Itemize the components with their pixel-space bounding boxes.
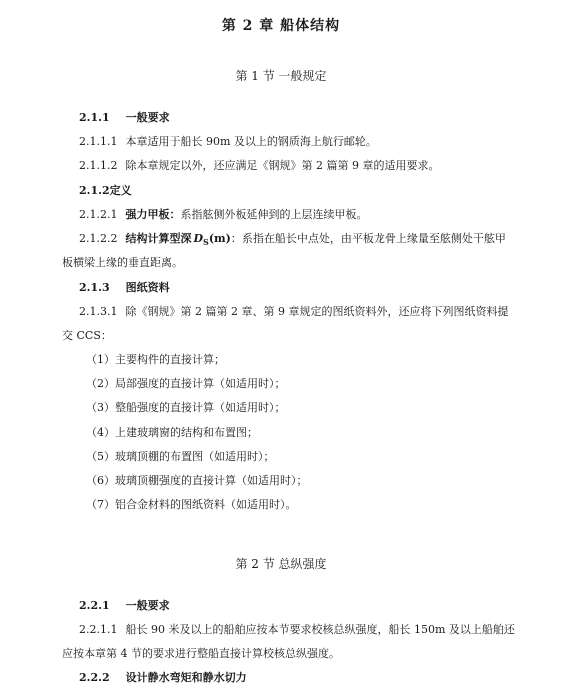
paragraph-2-1-2-2	[79, 232, 506, 249]
paragraph-2-2-1-1-continued: 应按本章第 4 节的要求进行整船直接计算校核总纵强度。	[62, 647, 340, 660]
heading-number: 2.1.1	[79, 111, 110, 124]
chapter-title: 第 2 章 船体结构	[221, 18, 341, 34]
section-1-title: 第 1 节 一般规定	[235, 69, 327, 83]
clause-text: 系指舷侧外板延伸到的上层连续甲板。	[180, 208, 368, 221]
list-item: （6）玻璃顶棚强度的直接计算（如适用时）；	[86, 474, 308, 487]
heading-number: 2.2.2	[79, 671, 110, 684]
heading-2-2-1	[79, 599, 170, 613]
paragraph-2-1-2-2-continued: 板横梁上缘的垂直距离。	[62, 256, 183, 269]
unit-label: (m)	[208, 232, 231, 245]
paragraph-2-1-1-1	[79, 135, 377, 149]
clause-number: 2.1.2.2	[79, 232, 118, 245]
heading-2-1-3	[79, 281, 170, 295]
clause-text: 船长 90 米及以上的船舶应按本节要求校核总纵强度，船长 150m 及以上船舶还	[125, 623, 515, 636]
symbol-D: D	[193, 232, 204, 245]
heading-2-1-1	[79, 111, 170, 125]
list-item: （3）整船强度的直接计算（如适用时）；	[86, 401, 286, 414]
clause-text: 除本章规定以外，还应满足《钢规》第 2 篇第 9 章的适用要求。	[125, 159, 440, 172]
heading-text: 定义	[109, 184, 132, 197]
paragraph-2-1-1-2	[79, 159, 439, 173]
clause-text: 本章适用于船长 90m 及以上的钢质海上航行邮轮。	[125, 135, 377, 148]
section-2-title: 第 2 节 总纵强度	[235, 557, 327, 571]
heading-number: 2.1.2	[79, 184, 110, 197]
list-item: （1）主要构件的直接计算；	[86, 353, 225, 366]
heading-text: 一般要求	[125, 111, 170, 124]
clause-number: 2.1.3.1	[79, 305, 118, 318]
heading-text: 一般要求	[125, 599, 170, 612]
clause-number: 2.1.2.1	[79, 208, 118, 221]
heading-2-1-2	[79, 184, 132, 198]
term-label: 结构计算型深	[125, 232, 192, 245]
paragraph-2-1-3-1-continued: 交 CCS：	[62, 329, 112, 342]
term-label: 强力甲板：	[125, 208, 181, 221]
clause-number: 2.1.1.2	[79, 159, 118, 172]
heading-text: 设计静水弯矩和静水切力	[125, 671, 247, 684]
symbol-subscript: S	[203, 237, 209, 248]
heading-text: 图纸资料	[125, 281, 170, 294]
clause-number: 2.2.1.1	[79, 623, 118, 636]
paragraph-2-2-1-1	[79, 623, 515, 637]
list-item: （7）铝合金材料的图纸资料（如适用时）。	[86, 498, 297, 511]
list-item: （2）局部强度的直接计算（如适用时）；	[86, 377, 286, 390]
clause-text: 除《钢规》第 2 篇第 2 章、第 9 章规定的图纸资料外，还应将下列图纸资料提	[125, 305, 509, 318]
list-item: （5）玻璃顶棚的布置图（如适用时）；	[86, 450, 275, 463]
heading-number: 2.2.1	[79, 599, 110, 612]
clause-number: 2.1.1.1	[79, 135, 118, 148]
heading-number: 2.1.3	[79, 281, 110, 294]
list-item: （4）上建玻璃窗的结构和布置图；	[86, 426, 258, 439]
clause-text: ：系指在船长中点处，由平板龙骨上缘量至舷侧处干舷甲	[230, 232, 506, 245]
heading-2-2-2	[79, 671, 247, 685]
paragraph-2-1-2-1	[79, 208, 367, 222]
paragraph-2-1-3-1	[79, 305, 508, 319]
